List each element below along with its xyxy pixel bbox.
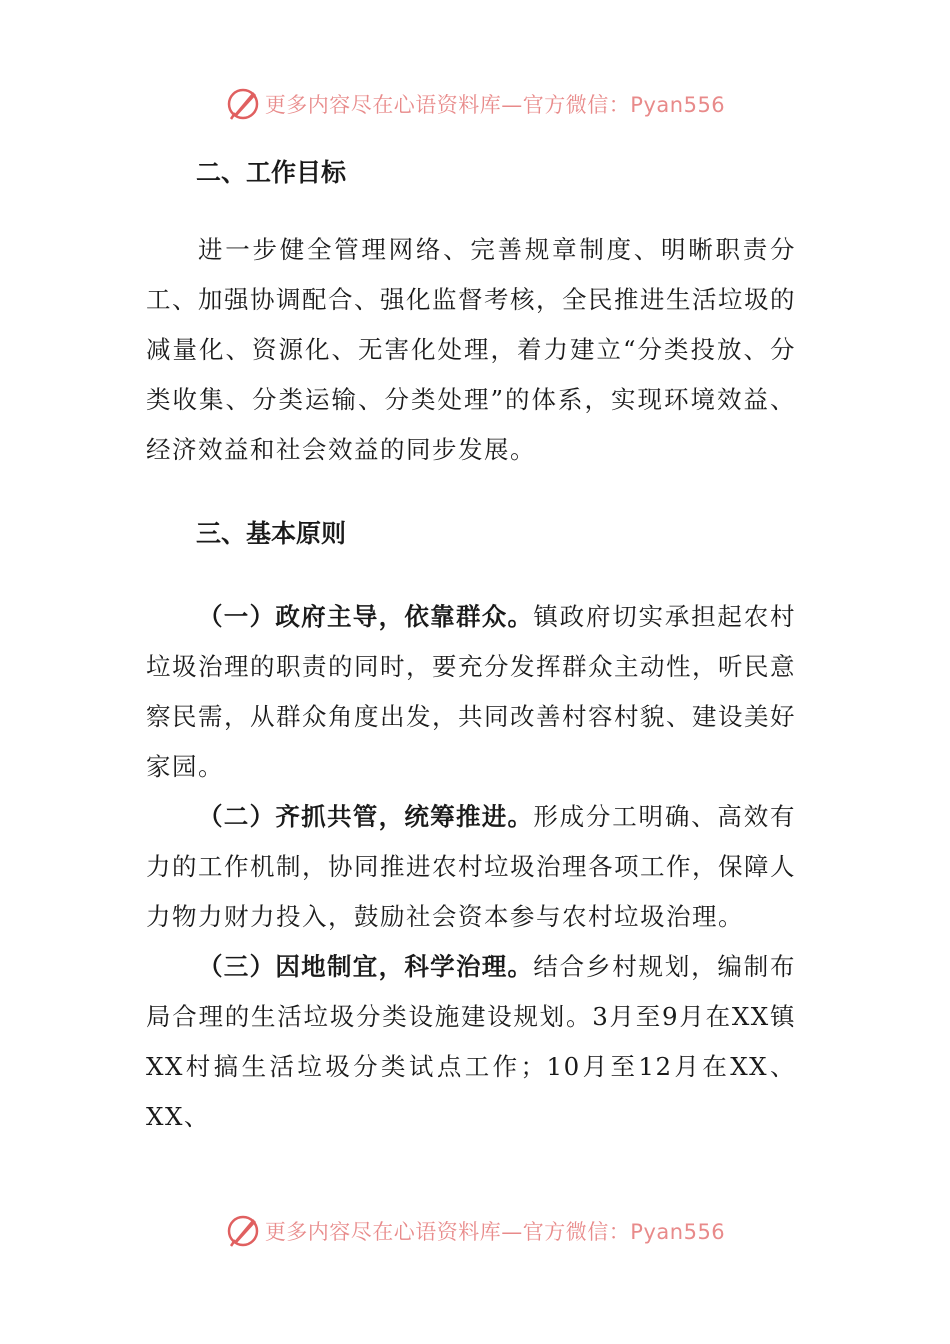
watermark-header — [0, 84, 950, 124]
goals-paragraph: 进一步健全管理网络、完善规章制度、明晰职责分工、加强协调配合、强化监督考核，全民推进生活垃圾的减量化、资源化、无害化处理，着力建立“分类投放、分类收集、分类运输、分类处理”的体系，实现环境效益、经济效益和社会效益的同步发展。 — [146, 235, 796, 464]
watermark-footer — [0, 1211, 950, 1251]
watermark-text: 更多内容尽在心语资料库—官方微信：Pyan556 — [264, 93, 726, 117]
quill-logo-icon — [225, 86, 261, 122]
principle-3 — [146, 942, 796, 1142]
principle-2-lead: （二）齐抓共管，统筹推进。 — [198, 802, 534, 831]
watermark-text: 更多内容尽在心语资料库—官方微信：Pyan556 — [264, 1220, 726, 1244]
principle-2-body: 形成分工明确、高效有力的工作机制，协同推进农村垃圾治理各项工作，保障人力物力财力投入，鼓励社会资本参与农村垃圾治理。 — [146, 802, 797, 931]
principle-1-body: 镇政府切实承担起农村垃圾治理的职责的同时，要充分发挥群众主动性，听民意察民需，从群众角度出发，共同改善村容村貌、建设美好家园。 — [146, 602, 797, 781]
section-heading-goals: 二、工作目标 — [196, 158, 347, 187]
document-body — [146, 148, 796, 1142]
principle-1-lead: （一）政府主导，依靠群众。 — [198, 602, 534, 631]
principle-3-body: 结合乡村规划，编制布局合理的生活垃圾分类设施建设规划。3月至9月在XX镇XX村搞生活垃圾分类试点工作；10月至12月在XX、XX、 — [146, 952, 797, 1131]
quill-logo-icon — [225, 1213, 261, 1249]
principle-3-lead: （三）因地制宜，科学治理。 — [198, 952, 534, 981]
principle-2 — [146, 792, 796, 942]
section-heading-principles: 三、基本原则 — [196, 519, 347, 548]
principle-1 — [146, 592, 796, 792]
